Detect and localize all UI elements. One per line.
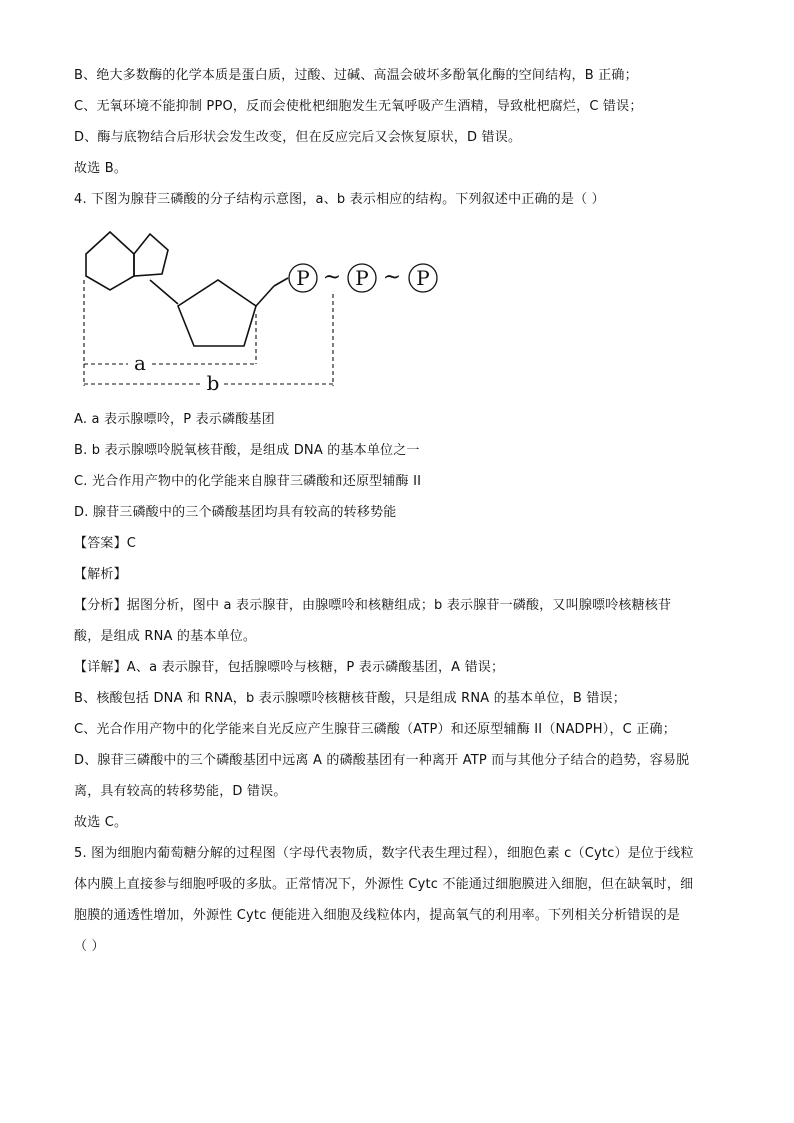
- ribose-pentagon: [178, 280, 256, 346]
- option-c: C. 光合作用产物中的化学能来自腺苷三磷酸和还原型辅酶 II: [74, 474, 422, 489]
- text-line: D、酶与底物结合后形状会发生改变，但在反应完后又会恢复原状，D 错误。: [74, 130, 522, 145]
- explanation-line: 离，具有较高的转移势能，D 错误。: [74, 784, 287, 799]
- phosphate-link: [274, 278, 288, 286]
- question-4-stem: 4. 下图为腺苷三磷酸的分子结构示意图，a、b 表示相应的结构。下列叙述中正确的是（ ）: [74, 192, 605, 207]
- explanation-line: D、腺苷三磷酸中的三个磷酸基团中远离 A 的磷酸基团有一种离开 ATP 而与其他分子结合的趋势，容易脱: [74, 753, 690, 768]
- question-5-line: 5. 图为细胞内葡萄糖分解的过程图（字母代表物质，数字代表生理过程），细胞色素 c（Cytc）是位于线粒: [74, 846, 694, 861]
- label-a: a: [134, 351, 146, 375]
- atp-structure-diagram: [78, 222, 448, 394]
- high-energy-bond-2: ~: [382, 265, 402, 290]
- purine-hexagon-ring: [86, 232, 134, 290]
- explanation-line: C、光合作用产物中的化学能来自光反应产生腺苷三磷酸（ATP）和还原型辅酶 II（NADPH），C 正确；: [74, 722, 676, 737]
- explanation-line: 【详解】A、a 表示腺苷，包括腺嘌呤与核糖，P 表示磷酸基团，A 错误；: [74, 660, 505, 675]
- text-line: 故选 B。: [74, 161, 128, 176]
- option-a: A. a 表示腺嘌呤，P 表示磷酸基团: [74, 412, 275, 427]
- phosphate-label-1: P: [296, 266, 310, 290]
- high-energy-bond-1: ~: [322, 265, 342, 290]
- analysis-line: 【分析】据图分析，图中 a 表示腺苷，由腺嘌呤和核糖组成；b 表示腺苷一磷酸，又叫腺嘌呤核糖核苷: [74, 598, 672, 613]
- phosphate-label-3: P: [416, 266, 430, 290]
- option-d: D. 腺苷三磷酸中的三个磷酸基团均具有较高的转移势能: [74, 505, 397, 520]
- phosphate-label-2: P: [355, 266, 369, 290]
- analysis-header: 【解析】: [74, 567, 127, 582]
- question-5-line: 体内膜上直接参与细胞呼吸的多肽。正常情况下，外源性 Cytc 不能通过细胞膜进入细胞，但在缺氧时，细: [74, 877, 694, 892]
- answer-label: 【答案】C: [74, 536, 137, 551]
- text-line: C、无氧环境不能抑制 PPO，反而会使枇杷细胞发生无氧呼吸产生酒精，导致枇杷腐烂，C 错误；: [74, 99, 643, 114]
- base-sugar-bond: [150, 280, 178, 304]
- text-line: B、绝大多数酶的化学本质是蛋白质，过酸、过碱、高温会破坏多酚氧化酶的空间结构，B 正确；: [74, 68, 638, 83]
- purine-pentagon-ring: [134, 234, 168, 276]
- analysis-line: 酸，是组成 RNA 的基本单位。: [74, 629, 257, 644]
- explanation-line: B、核酸包括 DNA 和 RNA，b 表示腺嘌呤核糖核苷酸，只是组成 RNA 的基本单位，B 错误；: [74, 691, 626, 706]
- label-b: b: [206, 371, 220, 394]
- option-b: B. b 表示腺嘌呤脱氧核苷酸，是组成 DNA 的基本单位之一: [74, 443, 420, 458]
- question-5-line: （ ）: [74, 939, 105, 954]
- question-5-line: 胞膜的通透性增加，外源性 Cytc 便能进入细胞及线粒体内，提高氧气的利用率。下列相关分析错误的是: [74, 908, 681, 923]
- explanation-line: 故选 C。: [74, 815, 128, 830]
- sugar-phosphate-bond: [256, 286, 274, 306]
